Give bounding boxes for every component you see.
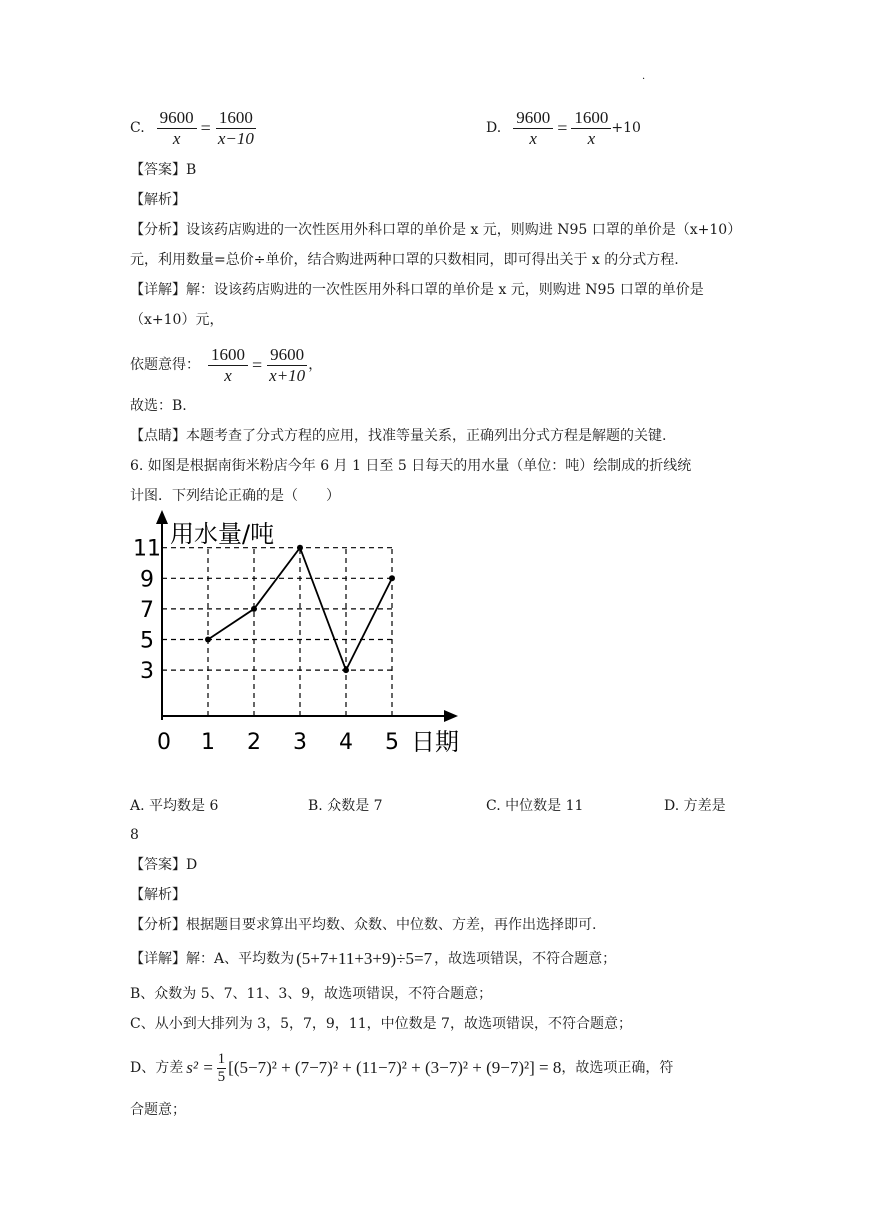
x-axis-label: 日期	[411, 728, 459, 756]
data-point	[205, 637, 211, 643]
fraction-numerator: 1	[217, 1050, 226, 1067]
y-tick-label: 3	[140, 659, 154, 685]
water-usage-line-chart	[130, 510, 470, 760]
equals-sign: =	[200, 118, 211, 138]
q6-option-b: B. 众数是 7	[308, 798, 383, 814]
q6-detail-c: C、从小到大排列为 3，5，7，9，11，中位数是 7，故选项错误，不符合题意；	[130, 1016, 632, 1032]
q5-option-c-right-fraction	[215, 108, 257, 149]
fraction-denominator: x+10	[269, 365, 306, 385]
q6-analysis-heading: 【解析】	[130, 887, 186, 903]
fraction-numerator: 1600	[216, 108, 256, 129]
q6-option-c: C. 中位数是 11	[486, 798, 584, 814]
q6-detail-d	[130, 1046, 673, 1090]
x-tick-label: 1	[201, 730, 215, 755]
q6-detail-d-expression: [(5−7)² + (7−7)² + (11−7)² + (3−7)² + (9−7)²] = 8	[228, 1058, 562, 1077]
q6-detail-d-prefix: D、方差	[130, 1060, 184, 1076]
q5-comment: 【点睛】本题考查了分式方程的应用，找准等量关系，正确列出分式方程是解题的关键.	[130, 428, 667, 444]
equals-sign: =	[252, 355, 263, 375]
q6-detail-d-continued: 合题意；	[130, 1102, 186, 1118]
q5-equation	[130, 343, 322, 387]
fraction-denominator: x	[529, 128, 537, 148]
y-tick-label: 11	[133, 536, 161, 562]
q6-detail-d-variable: s² =	[186, 1058, 214, 1077]
q5-equation-right-fraction	[266, 345, 308, 386]
fraction-numerator: 1600	[208, 345, 248, 366]
q6-detail-d-suffix: ，故选项正确，符	[561, 1060, 674, 1076]
fraction-denominator: x	[172, 128, 181, 148]
q6-stem-line-2: 计图．下列结论正确的是（ ）	[130, 488, 340, 504]
x-tick-label: 2	[247, 730, 261, 755]
y-axis-arrow-icon	[156, 510, 168, 524]
q6-analysis-text: 【分析】根据题目要求算出平均数、众数、中位数、方差，再作出选择即可.	[130, 917, 597, 933]
q6-detail-a-expression: (5+7+11+3+9)÷5=7	[296, 949, 433, 968]
x-tick-label: 4	[339, 730, 353, 755]
q5-option-d-left-fraction	[513, 108, 553, 149]
data-point	[297, 545, 303, 551]
y-tick-label: 9	[140, 567, 154, 593]
q6-detail-a-suffix: ，故选项错误，不符合题意；	[434, 951, 617, 967]
fraction-denominator: x	[224, 365, 232, 385]
q5-option-d	[486, 108, 641, 148]
data-point	[251, 606, 257, 612]
fraction-denominator: 5	[217, 1068, 226, 1085]
q5-choose: 故选：B.	[130, 398, 187, 414]
data-point	[389, 575, 395, 581]
q5-equation-left-fraction	[208, 345, 248, 386]
q6-detail-d-fraction	[217, 1051, 227, 1086]
q5-equation-prefix: 依题意得：	[130, 357, 200, 373]
q5-detail-text-1: 【详解】解：设该药店购进的一次性医用外科口罩的单价是 x 元，则购进 N95 口罩的单价是	[130, 282, 704, 298]
fraction-numerator: 9600	[157, 108, 197, 129]
q6-answer: 【答案】D	[130, 857, 198, 873]
page-mark: ·	[642, 74, 646, 85]
q6-detail-a	[130, 946, 616, 972]
x-tick-label: 3	[293, 730, 307, 755]
q5-analysis-text-1: 【分析】设该药店购进的一次性医用外科口罩的单价是 x 元，则购进 N95 口罩的单价是（x+10）	[130, 222, 742, 238]
q6-detail-a-prefix: 【详解】解：A、平均数为	[130, 951, 295, 967]
q5-equation-suffix: ，	[308, 357, 323, 373]
fraction-denominator: x	[587, 128, 596, 148]
fraction-denominator: x−10	[217, 128, 254, 148]
q5-option-c	[130, 108, 257, 148]
q6-stem-line-1: 6. 如图是根据南街米粉店今年 6 月 1 日至 5 日每天的用水量（单位：吨）绘制成的折线统	[130, 458, 692, 474]
q5-option-d-label: D.	[486, 120, 502, 136]
fraction-numerator: 9600	[513, 108, 553, 129]
x-tick-label: 5	[385, 730, 399, 755]
q5-analysis-text-2: 元，利用数量=总价÷单价，结合购进两种口罩的只数相同，即可得出关于 x 的分式方程.	[130, 252, 679, 268]
fraction-numerator: 9600	[267, 345, 307, 366]
q5-answer: 【答案】B	[130, 162, 197, 178]
q5-option-c-left-fraction	[157, 108, 197, 149]
q5-option-d-right-fraction	[571, 108, 611, 149]
q6-option-a: A. 平均数是 6	[130, 798, 219, 814]
q5-analysis-heading: 【解析】	[130, 192, 186, 208]
q5-option-c-label: C.	[130, 120, 145, 136]
x-axis-arrow-icon	[444, 710, 458, 722]
equals-sign: =	[557, 118, 568, 138]
y-axis-label: 用水量/吨	[170, 520, 275, 548]
fraction-numerator: 1600	[571, 108, 611, 129]
q5-detail-text-2: （x+10）元，	[130, 312, 224, 328]
q6-option-d-continued: 8	[130, 827, 139, 843]
y-tick-label: 5	[140, 628, 154, 654]
origin-label: 0	[157, 730, 171, 755]
data-point	[343, 667, 349, 673]
y-tick-label: 7	[140, 597, 154, 623]
q6-detail-b: B、众数为 5、7、11、3、9，故选项错误，不符合题意；	[130, 986, 493, 1002]
q5-option-d-tail: +10	[611, 120, 641, 136]
q6-option-d: D. 方差是	[664, 798, 726, 814]
